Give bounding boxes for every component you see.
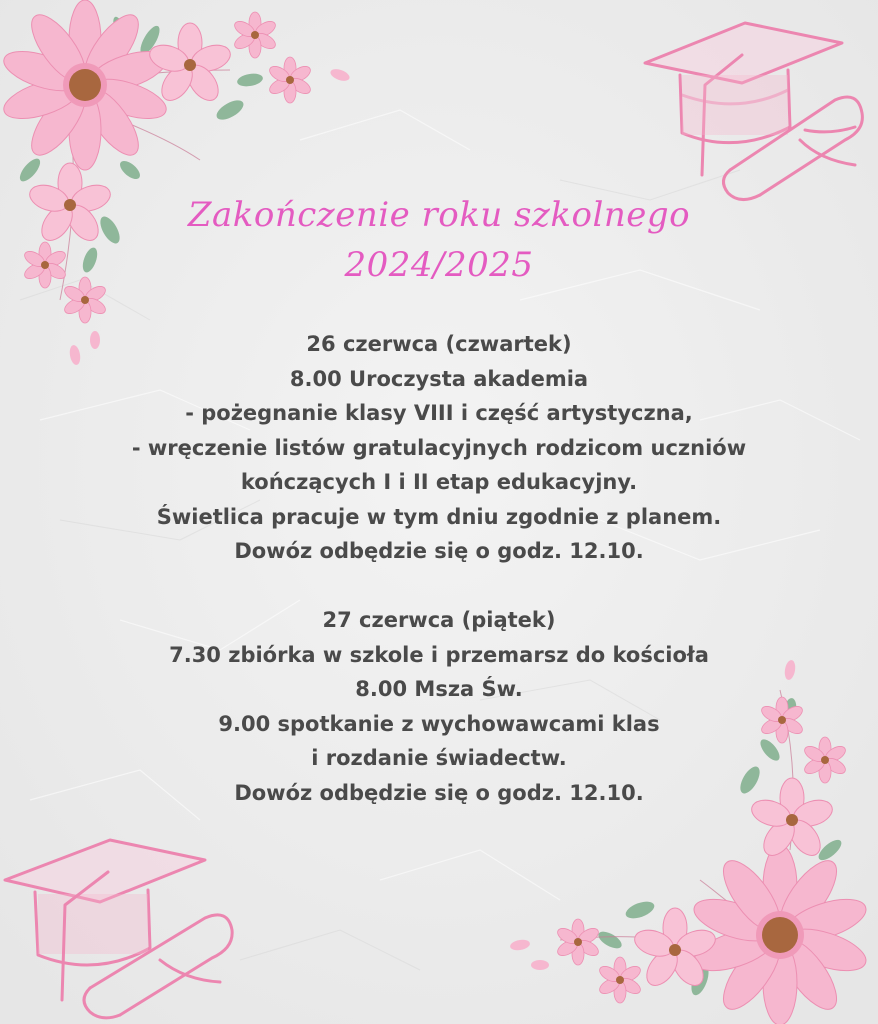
day-1-item-2-cont: kończących I i II etap edukacyjny. [240, 470, 638, 494]
day-1-transport: Dowóz odbędzie się o godz. 12.10. [234, 539, 644, 563]
day-2-transport: Dowóz odbędzie się o godz. 12.10. [234, 780, 644, 805]
flower-icon [689, 845, 871, 1024]
day-1-event: 8.00 Uroczysta akademia [289, 366, 589, 391]
title-line-1: Zakończenie roku szkolnego [187, 195, 691, 235]
flower-icon [232, 12, 278, 58]
schedule-day-2 [0, 603, 878, 810]
day-2-date: 27 czerwca (piątek) [322, 608, 556, 632]
graduation-cap-top-right [630, 15, 870, 210]
day-2-meeting-cont: i rozdanie świadectw. [311, 746, 567, 770]
flower-icon [597, 957, 643, 1003]
day-1-daycare: Świetlica pracuje w tym dniu zgodnie z planem. [156, 504, 722, 529]
graduation-cap-bottom-left [0, 830, 260, 1024]
day-2-mass: 8.00 Msza Św. [355, 677, 523, 701]
page-title [0, 190, 878, 290]
flower-icon [146, 23, 233, 106]
schedule-day-1 [0, 327, 878, 569]
flower-icon [267, 57, 313, 103]
graduation-cap-icon [5, 840, 205, 1000]
flower-icon [0, 0, 171, 170]
day-2-meeting: 9.00 spotkanie z wychowawcami klas [218, 711, 660, 736]
day-2-gathering: 7.30 zbiórka w szkole i przemarsz do kościoła [169, 642, 709, 667]
day-1-item-2: - wręczenie listów gratulacyjnych rodzicom uczniów [131, 435, 747, 460]
day-1-item-1: - pożegnanie klasy VIII i część artystyczna, [185, 401, 693, 425]
flower-icon [555, 919, 601, 965]
title-line-2: 2024/2025 [344, 245, 534, 285]
graduation-cap-icon [645, 23, 842, 175]
day-1-date: 26 czerwca (czwartek) [306, 332, 572, 356]
